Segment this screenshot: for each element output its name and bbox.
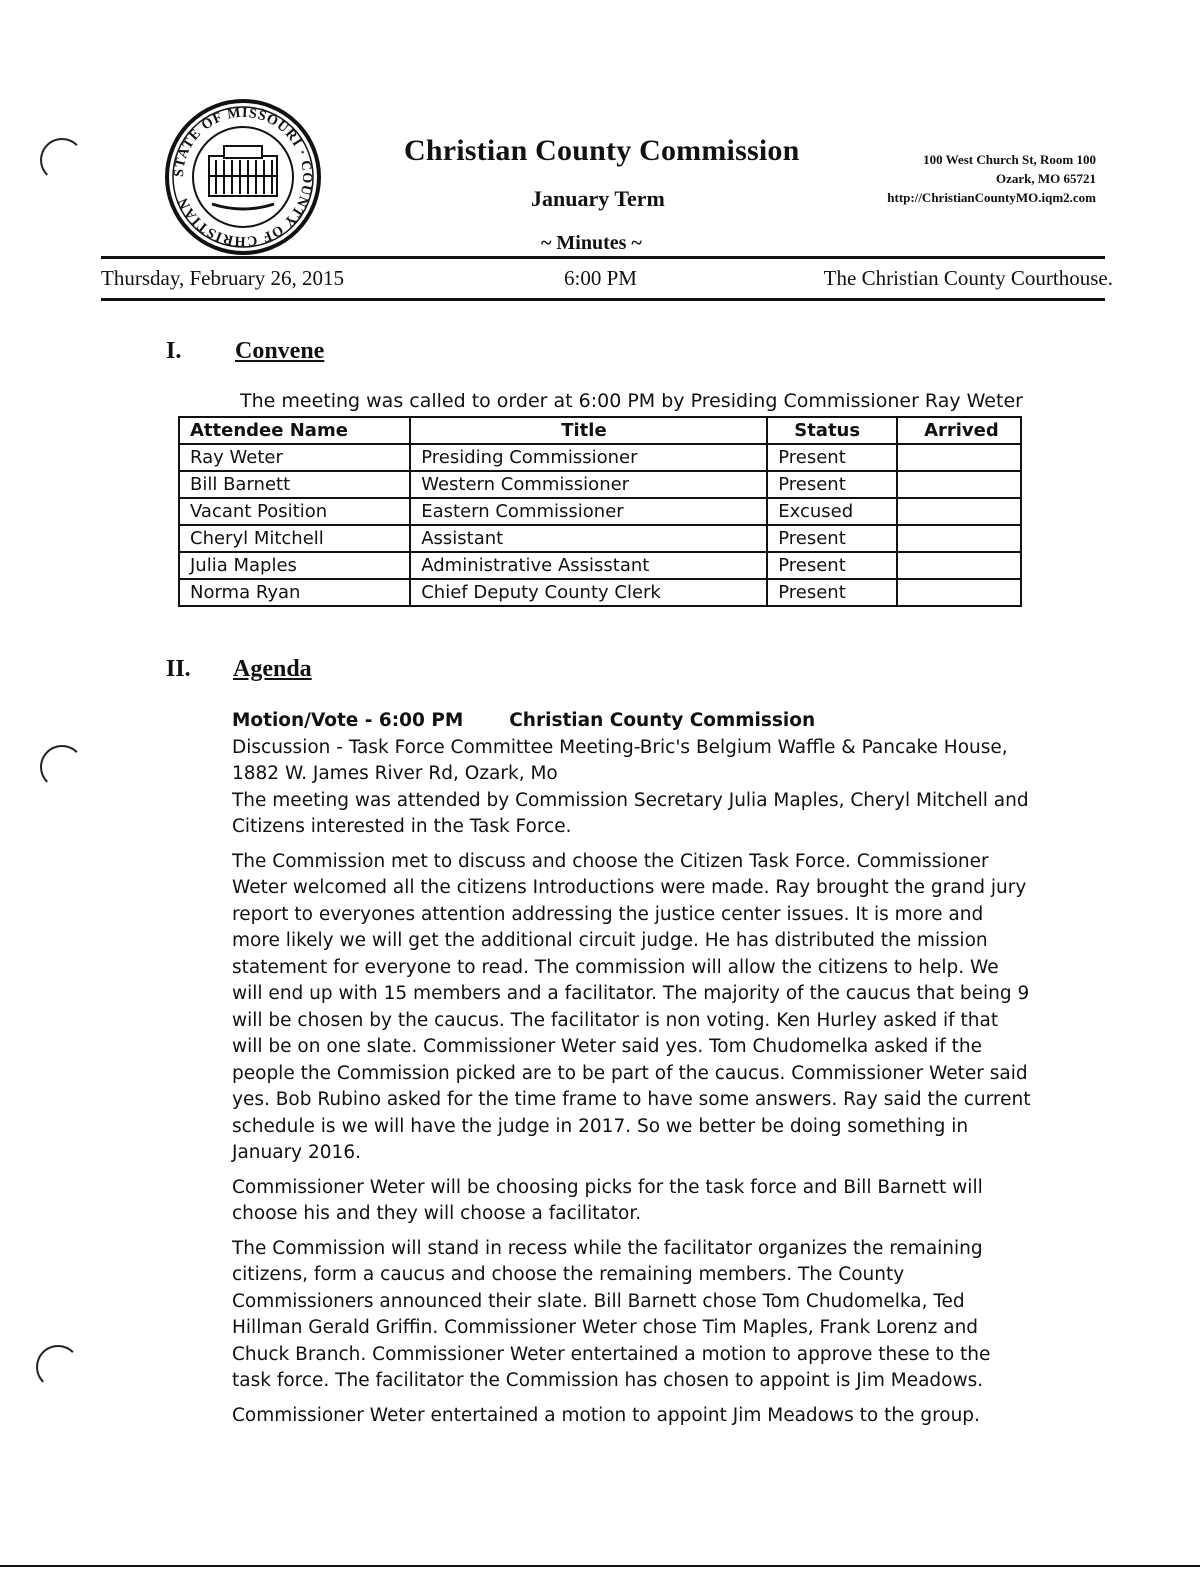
motion-label: Motion/Vote - 6:00 PM [232,710,464,731]
called-to-order-text: The meeting was called to order at 6:00 PM by Presiding Commissioner Ray Weter [240,390,1023,412]
column-header: Arrived [897,417,1021,444]
attendee-status-cell: Present [767,525,897,552]
county-seal [164,98,322,256]
section-title-agenda: Agenda [233,656,312,682]
section-number: I. [166,338,182,364]
table-header-row [179,417,1021,444]
attendee-arrived-cell [897,552,1021,579]
attendee-name-cell: Cheryl Mitchell [179,525,410,552]
address-block [887,150,1096,207]
attendee-name-cell: Norma Ryan [179,579,410,606]
motion-body: Christian County Commission [509,710,816,731]
page-bottom-rule [0,1565,1200,1567]
attendee-name-cell: Bill Barnett [179,471,410,498]
column-header: Attendee Name [179,417,410,444]
attendee-status-cell: Present [767,579,897,606]
punch-hole-middle [40,745,84,789]
table-row [179,498,1021,525]
meeting-date: Thursday, February 26, 2015 [101,266,345,290]
attendee-title-cell: Eastern Commissioner [410,498,767,525]
attendee-title-cell: Presiding Commissioner [410,444,767,471]
header-rule-top [101,256,1105,259]
attendee-name-cell: Julia Maples [179,552,410,579]
attendee-title-cell: Chief Deputy County Clerk [410,579,767,606]
minutes-paragraph: Commissioner Weter will be choosing picks for the task force and Bill Barnett will choose his and they will choose a facilitator. [232,1176,983,1224]
column-header: Status [767,417,897,444]
attendee-arrived-cell [897,471,1021,498]
attendee-name-cell: Ray Weter [179,444,410,471]
column-header: Title [410,417,767,444]
meeting-time: 6:00 PM [564,266,637,290]
meeting-info-line [101,266,1113,294]
organization-title: Christian County Commission [404,134,800,167]
term-label: January Term [531,186,665,211]
section-title-convene: Convene [235,338,325,364]
table-row [179,579,1021,606]
attendee-status-cell: Excused [767,498,897,525]
section-number: II. [166,656,191,682]
attendee-title-cell: Assistant [410,525,767,552]
punch-hole-bottom [36,1345,80,1389]
discussion-line: Discussion - Task Force Committee Meeting-Bric's Belgium Waffle & Pancake House, [232,736,1008,758]
address-city: Ozark, MO 65721 [995,171,1096,186]
attended-paragraph: The meeting was attended by Commission Secretary Julia Maples, Cheryl Mitchell and Citizens interested in the Task Force. [232,789,1029,837]
attendee-arrived-cell [897,444,1021,471]
table-row [179,471,1021,498]
attendee-title-cell: Administrative Assisstant [410,552,767,579]
discussion-address: 1882 W. James River Rd, Ozark, Mo [232,763,558,784]
svg-text:STATE OF MISSOURI · COUNTY OF: STATE OF MISSOURI · COUNTY OF CHRISTIAN [171,105,315,249]
minutes-paragraph: The Commission will stand in recess while the facilitator organizes the remaining citizens, form a caucus and choose the remaining members. The County Commissioners announced their slate. Bill Barnett chose Tom Chudomelka, Ted Hillman Gerald Griffin. Commissioner Weter chose Tim Maples, Frank Lorenz and Chuck Branch. Commissioner Weter entertained a motion to approve these to the task force. The facilitator the Commission has chosen to appoint is Jim Meadows. [232,1237,991,1391]
attendee-arrived-cell [897,498,1021,525]
header-rule-bottom [101,298,1105,301]
attendee-status-cell: Present [767,471,897,498]
punch-hole-top [40,138,84,182]
website-link[interactable]: http://ChristianCountyMO.iqm2.com [887,190,1096,205]
table-row [179,525,1021,552]
attendee-name-cell: Vacant Position [179,498,410,525]
meeting-location: The Christian County Courthouse. [823,266,1113,290]
minutes-paragraph: The Commission met to discuss and choose the Citizen Task Force. Commissioner Weter welcomed all the citizens Introductions were made. Ray brought the grand jury report to everyones attention addressing the justice center issues. It is more and more likely we will get the additional circuit judge. He has distributed the mission statement for everyone to read. The commission will allow the citizens to help. We will end up with 15 members and a facilitator. The majority of the caucus that being 9 will be chosen by the caucus. The facilitator is non voting. Ken Hurley asked if that will be on one slate. Commissioner Weter said yes. Tom Chudomelka asked if the people the Commission picked are to be part of the caucus. Commissioner Weter said yes. Bob Rubino asked for the time frame to have some answers. Ray said the current schedule is we will have the judge in 2017. So we better be doing something in January 2016. [232,850,1031,1163]
table-row [179,444,1021,471]
attendance-table [178,416,1022,607]
table-row [179,552,1021,579]
attendee-status-cell: Present [767,444,897,471]
attendee-status-cell: Present [767,552,897,579]
address-street: 100 West Church St, Room 100 [923,152,1096,167]
minutes-label: ~ Minutes ~ [541,232,642,254]
attendee-arrived-cell [897,525,1021,552]
motion-vote-line [232,708,1032,735]
attendee-title-cell: Western Commissioner [410,471,767,498]
minutes-paragraph: Commissioner Weter entertained a motion to appoint Jim Meadows to the group. [232,1404,980,1426]
agenda-body [232,708,1032,1437]
attendee-arrived-cell [897,579,1021,606]
